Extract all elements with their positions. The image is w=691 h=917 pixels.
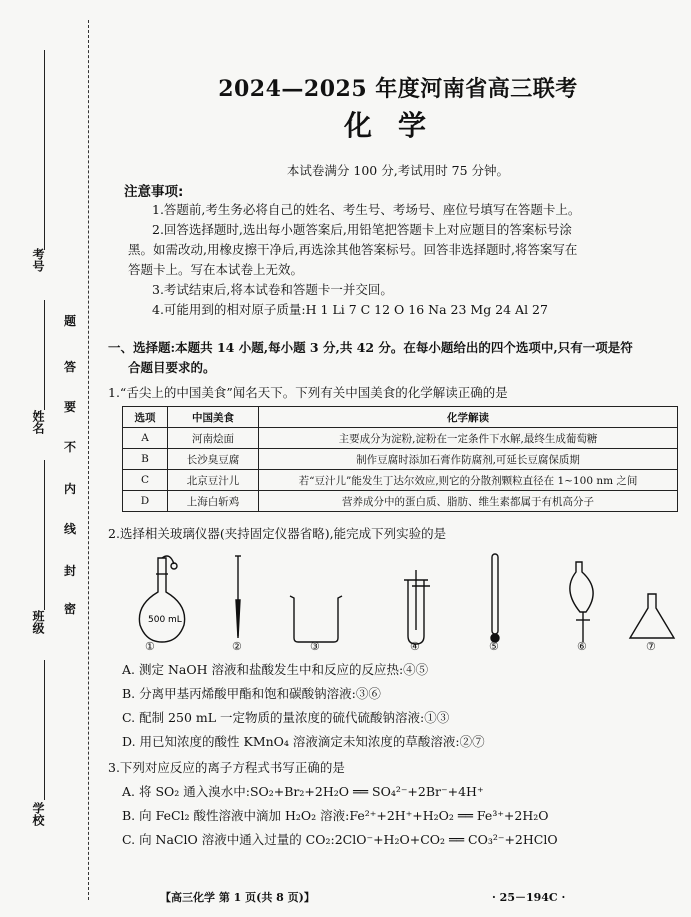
seal-char: 答 [64, 360, 77, 374]
notice-line-1: 1.答题前,考生务必将自己的姓名、考生号、考场号、座位号填写在答题卡上。 [152, 202, 581, 217]
seal-dashed-line [88, 20, 89, 900]
separatory-funnel-icon [570, 562, 593, 642]
seal-char: 密 [64, 602, 77, 616]
table-cell: 若“豆汁儿”能发生丁达尔效应,则它的分散剂颗粒直径在 1~100 nm 之间 [259, 470, 678, 491]
q2-option-a: A. 测定 NaOH 溶液和盐酸发生中和反应的反应热:④⑤ [122, 662, 429, 677]
apparatus-number: ③ [310, 640, 320, 653]
name-line [44, 300, 45, 410]
conical-flask-icon [630, 594, 674, 638]
table-header-row [123, 407, 678, 428]
thermometer-icon [491, 554, 499, 642]
table-cell: 长沙臭豆腐 [168, 449, 259, 470]
table-row [123, 449, 678, 470]
table-cell: B [123, 449, 168, 470]
seal-char: 题 [64, 314, 77, 328]
page-footer: 【高三化学 第 1 页(共 8 页)】 [160, 891, 315, 904]
notice-heading: 注意事项: [124, 184, 184, 200]
table-row [123, 470, 678, 491]
q1-stem: 1.“舌尖上的中国美食”闻名天下。下列有关中国美食的化学解读正确的是 [108, 385, 508, 400]
class-line [44, 460, 45, 610]
notice-line-4: 4.可能用到的相对原子质量:H 1 Li 7 C 12 O 16 Na 23 Mg 24 Al 27 [152, 302, 548, 317]
section-heading-b: 合题目要求的。 [128, 360, 216, 375]
seal-char: 线 [64, 522, 77, 536]
seal-char: 不 [64, 440, 77, 454]
table-row [123, 428, 678, 449]
school-label: 学校 [31, 802, 45, 826]
pipette-icon [235, 556, 241, 638]
table-cell: 制作豆腐时添加石膏作防腐剂,可延长豆腐保质期 [259, 449, 678, 470]
q3-option-b: B. 向 FeCl₂ 酸性溶液中滴加 H₂O₂ 溶液:Fe²⁺+2H⁺+H₂O₂ ══ Fe³⁺+2H₂O [122, 808, 549, 823]
glassware-figure [118, 550, 678, 650]
apparatus-number: ④ [410, 640, 420, 653]
class-label: 班级 [31, 610, 45, 634]
exam-no-label: 考号 [31, 248, 45, 272]
table-cell: C [123, 470, 168, 491]
table-cell: 营养成分中的蛋白质、脂肪、维生素都属于有机高分子 [259, 491, 678, 512]
seal-char: 内 [64, 482, 77, 496]
section-heading-a: 一、选择题:本题共 14 小题,每小题 3 分,共 42 分。在每小题给出的四个选项中,只有一项是符 [108, 340, 633, 355]
apparatus-number: ② [232, 640, 242, 653]
apparatus-number: ⑥ [577, 640, 587, 653]
table-header-cell: 化学解读 [259, 407, 678, 428]
volumetric-flask-icon [139, 556, 184, 642]
q3-stem: 3.下列对应反应的离子方程式书写正确的是 [108, 760, 345, 775]
apparatus-number: ⑦ [646, 640, 656, 653]
flask-label: 500 mL [148, 615, 182, 625]
exam-no-line [44, 50, 45, 250]
q3-option-a: A. 将 SO₂ 通入溴水中:SO₂+Br₂+2H₂O ══ SO₄²⁻+2Br⁻+4H⁺ [122, 784, 484, 799]
table-cell: 河南烩面 [168, 428, 259, 449]
seal-char: 封 [64, 564, 77, 578]
table-header-cell: 中国美食 [168, 407, 259, 428]
school-line [44, 660, 45, 800]
table-row [123, 491, 678, 512]
apparatus-number: ① [145, 640, 155, 653]
q1-table [122, 406, 678, 512]
q2-option-d: D. 用已知浓度的酸性 KMnO₄ 溶液滴定未知浓度的草酸溶液:②⑦ [122, 734, 485, 749]
notice-line-2c: 答题卡上。写在本试卷上无效。 [128, 262, 304, 277]
q2-stem: 2.选择相关玻璃仪器(夹持固定仪器省略),能完成下列实验的是 [108, 526, 447, 541]
table-cell: A [123, 428, 168, 449]
notice-line-2a: 2.回答选择题时,选出每小题答案后,用铅笔把答题卡上对应题目的答案标号涂 [152, 222, 572, 237]
notice-line-2b: 黑。如需改动,用橡皮擦干净后,再选涂其他答案标号。回答非选择题时,将答案写在 [128, 242, 578, 257]
test-tube-icon [404, 570, 430, 644]
table-cell: 北京豆汁儿 [168, 470, 259, 491]
q2-option-b: B. 分离甲基丙烯酸甲酯和饱和碳酸钠溶液:③⑥ [122, 686, 381, 701]
exam-info: 本试卷满分 100 分,考试用时 75 分钟。 [286, 163, 510, 178]
table-cell: 主要成分为淀粉,淀粉在一定条件下水解,最终生成葡萄糖 [259, 428, 678, 449]
exam-title: 2024—2025 年度河南省高三联考 [218, 76, 578, 102]
binding-margin [0, 0, 95, 917]
notice-line-3: 3.考试结束后,将本试卷和答题卡一并交回。 [152, 282, 393, 297]
q3-option-c: C. 向 NaClO 溶液中通入过量的 CO₂:2ClO⁻+H₂O+CO₂ ══ CO₃²⁻+2HClO [122, 832, 558, 847]
q2-option-c: C. 配制 250 mL 一定物质的量浓度的硫代硫酸钠溶液:①③ [122, 710, 450, 725]
seal-char: 要 [64, 400, 77, 414]
beaker-icon [290, 596, 342, 642]
table-header-cell: 选项 [123, 407, 168, 428]
subject-title: 化学 [343, 109, 452, 142]
paper-code: · 25－194C · [492, 891, 566, 904]
table-cell: D [123, 491, 168, 512]
apparatus-number: ⑤ [489, 640, 499, 653]
table-cell: 上海白斩鸡 [168, 491, 259, 512]
name-label: 姓名 [31, 410, 45, 434]
